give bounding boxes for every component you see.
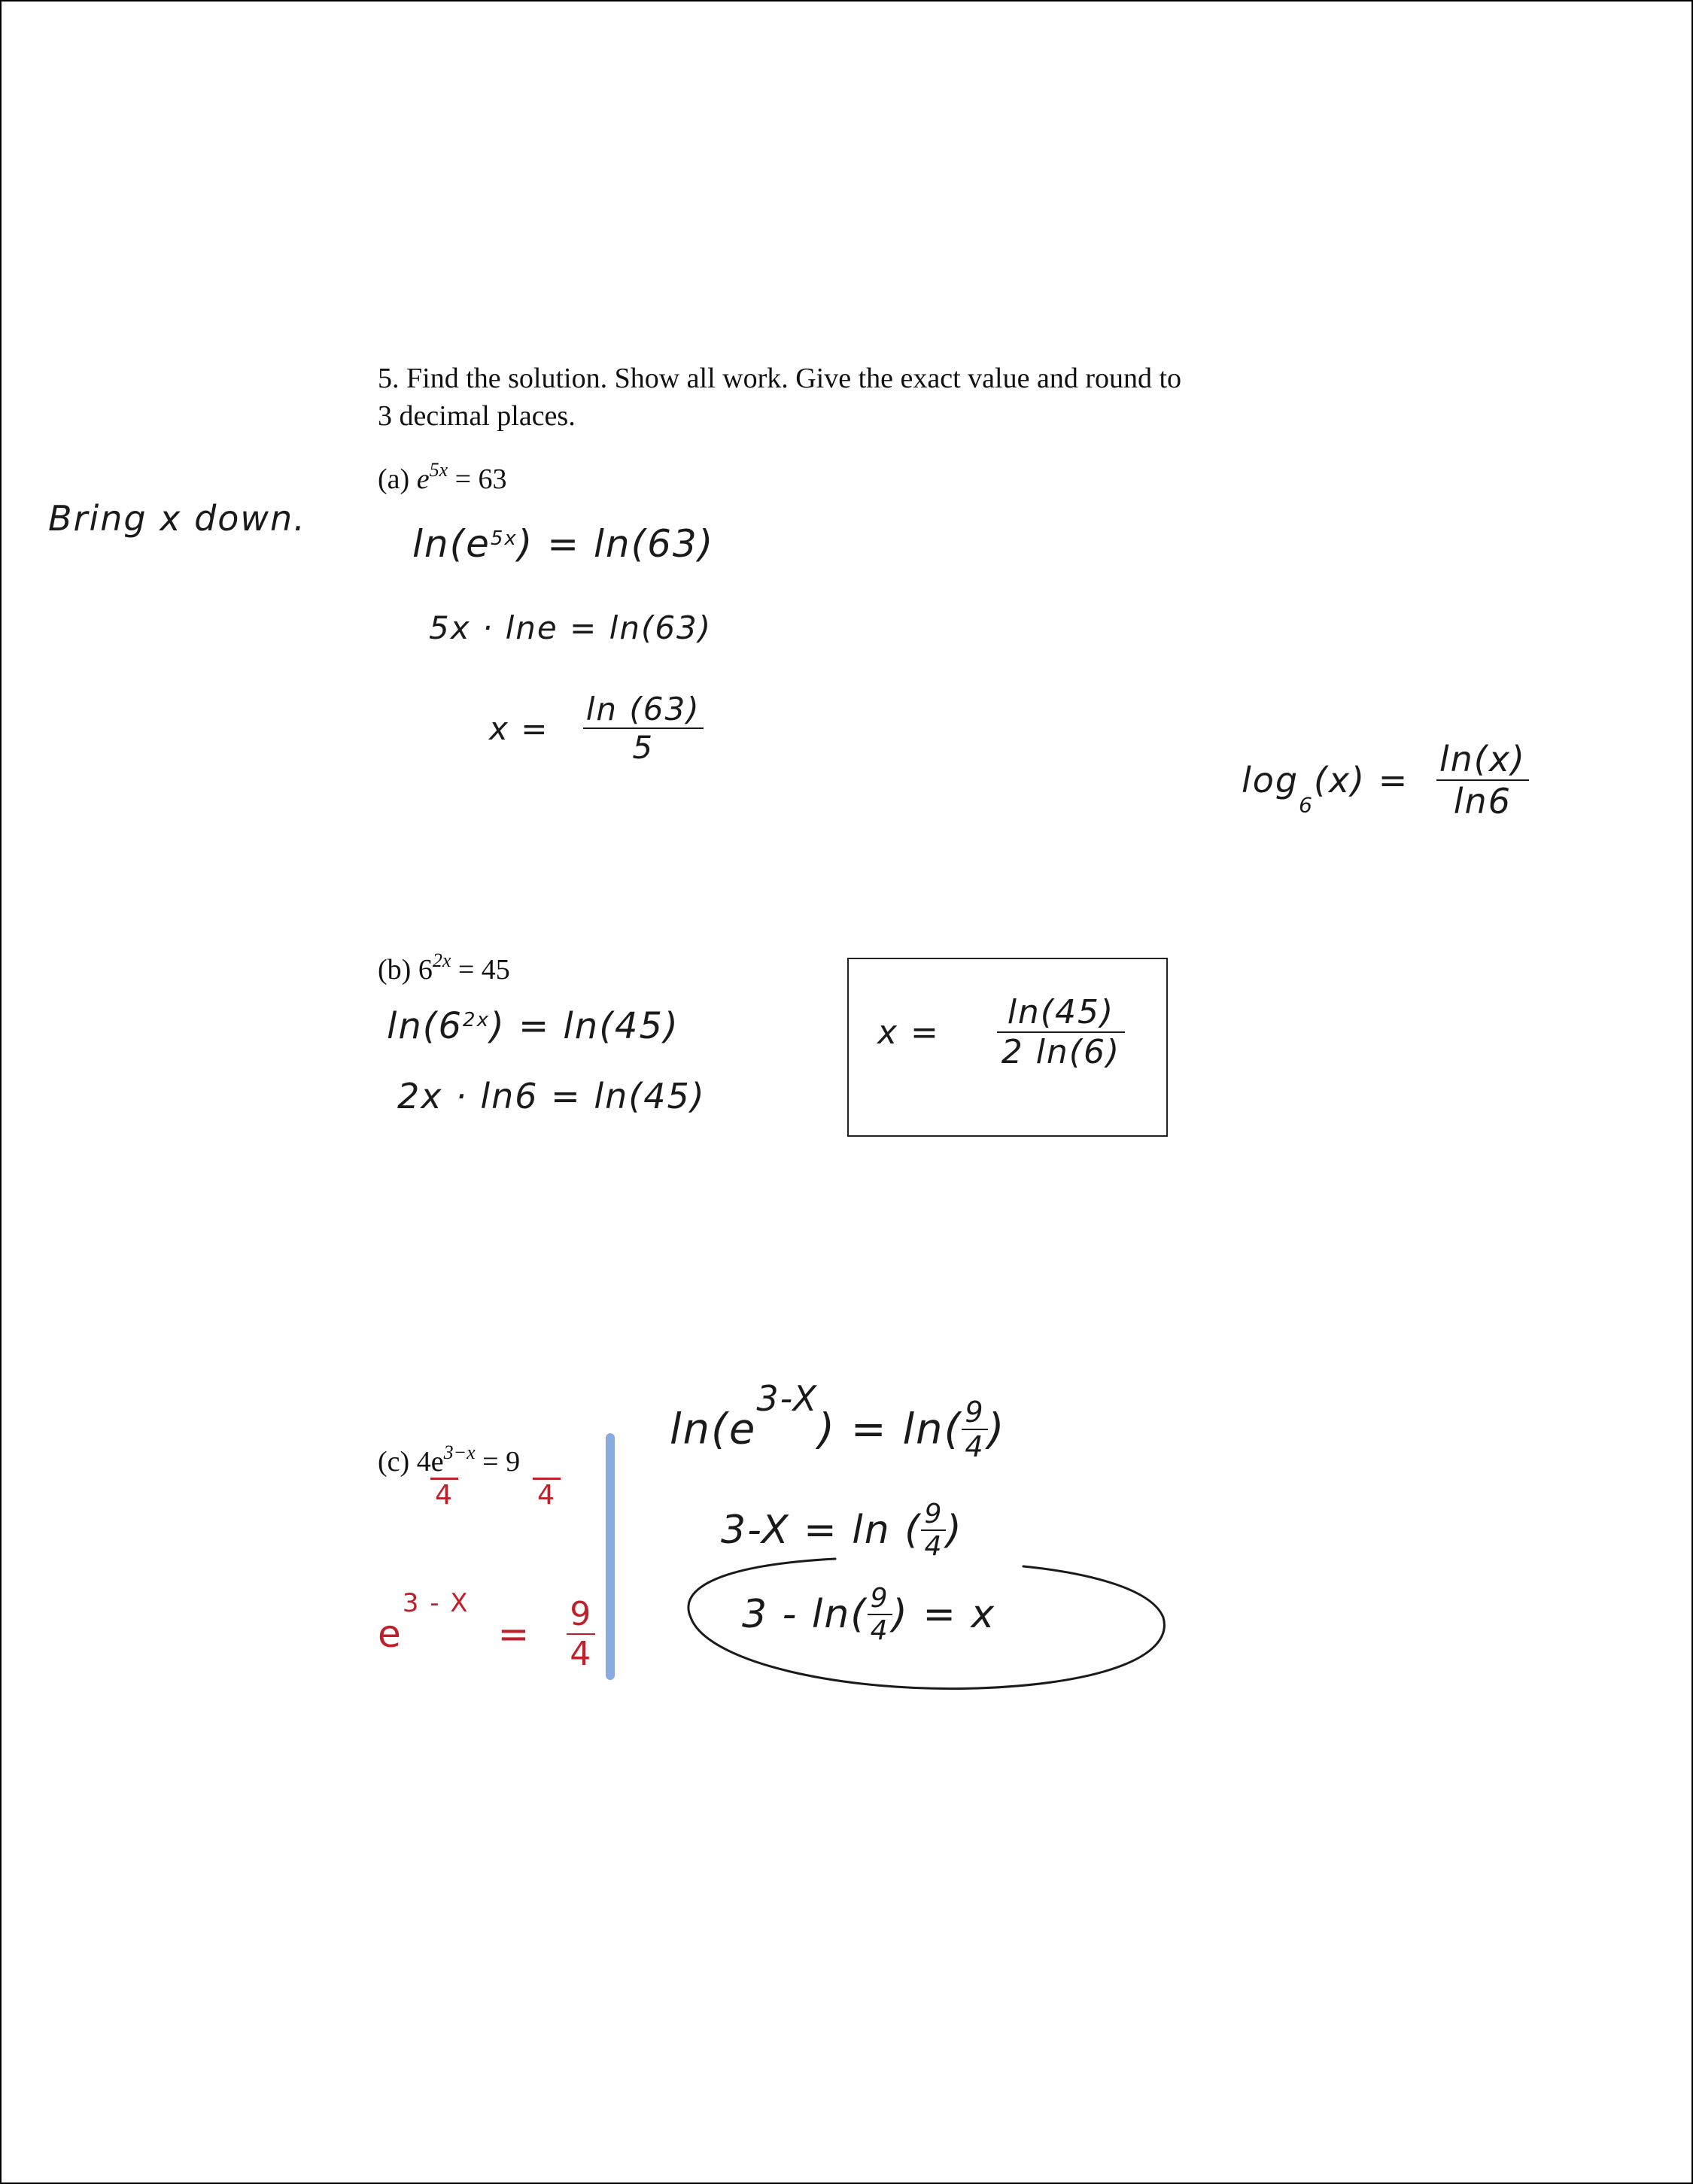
part-c-divisor-left: 4 — [430, 1478, 458, 1511]
part-a-step-3: x = $\frac{\ln (63)}{5}$ — [489, 691, 704, 766]
part-a-step-1: $\ln(e^{5x}) = \ln(63)$ — [412, 522, 715, 566]
part-c-step-1: $\ln(e^{3-X}) = \ln$( $\frac{9}{4}$ ) — [670, 1378, 1006, 1463]
part-c-divisor-right: 4 — [533, 1478, 561, 1511]
change-of-base-note: $\log_6(x)$ = $\frac{\ln(x)}{\ln 6}$ — [1242, 739, 1529, 822]
part-a-note: Bring x down. — [48, 498, 306, 539]
part-b-equation: (b) $6^{2x} = 45$ — [378, 949, 510, 986]
part-b-answer: x = $\frac{\ln(45)}{2 \ln(6)}$ — [877, 993, 1125, 1071]
problem-line-1: 5. Find the solution. Show all work. Give the exact value and round to — [378, 363, 1182, 394]
part-a-step-2: 5x · lne = ln(63) — [429, 609, 713, 646]
part-b-step-1: $\ln(6^{2x}) = \ln(45)$ — [387, 1005, 679, 1047]
part-c-final-answer: 3 - ln( $\frac{9}{4}$ ) = x — [742, 1583, 996, 1646]
problem-line-2: 3 decimal places. — [378, 400, 576, 432]
part-c-red-equation: $e^{3 - X}$ = $\frac{9}{4}$ — [378, 1595, 595, 1673]
part-a-equation: (a) $e^{5x} = 63$ — [378, 459, 507, 495]
part-c-equation: (c) $4e^{3-x} = 9$ — [378, 1441, 521, 1478]
part-c-step-2: 3-X = ln ( $\frac{9}{4}$ ) — [721, 1499, 963, 1562]
part-b-step-2: 2x · ln6 = ln(45) — [397, 1076, 706, 1116]
